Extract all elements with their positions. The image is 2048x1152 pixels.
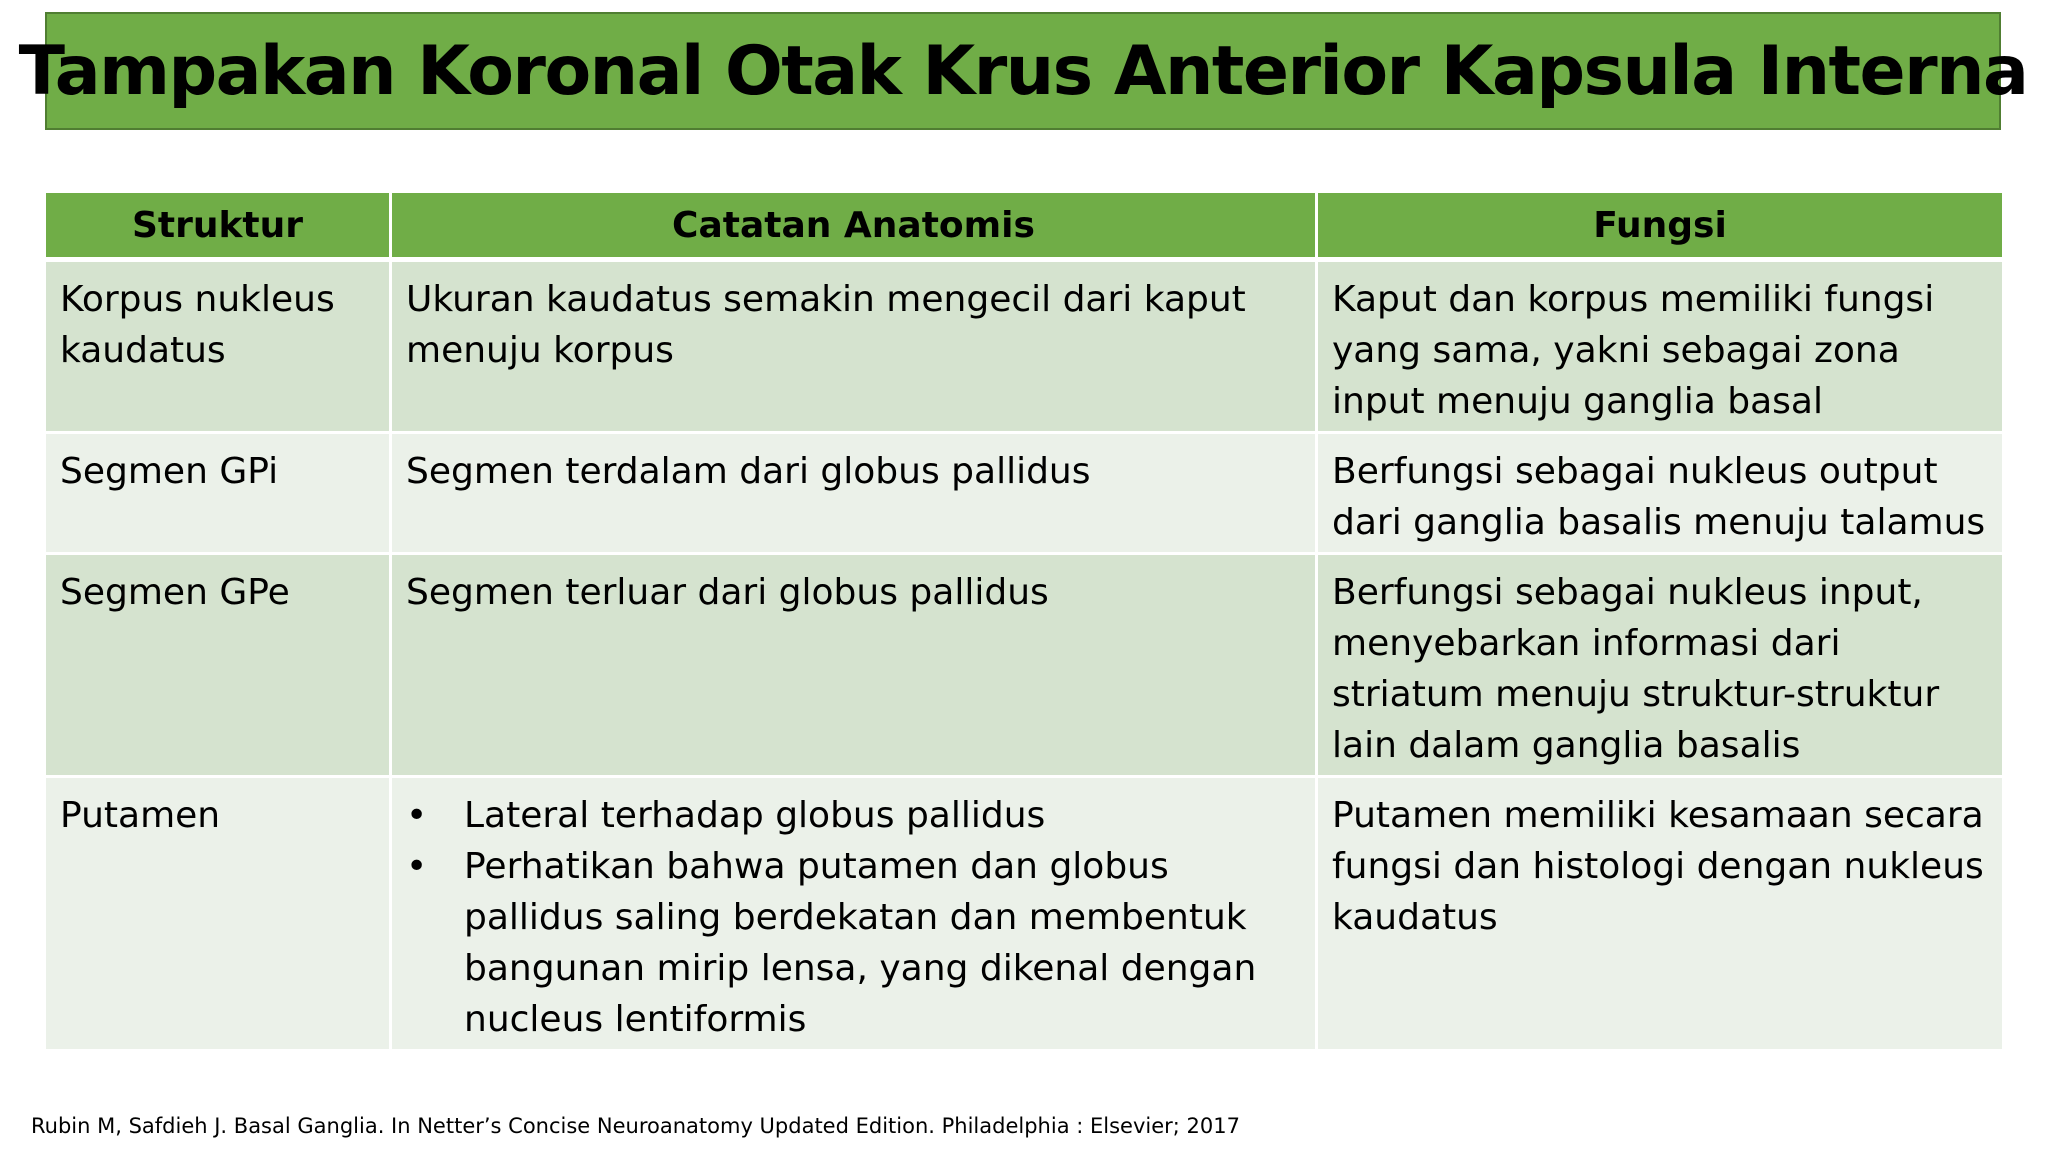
slide-title: Tampakan Koronal Otak Krus Anterior Kapsula Interna — [18, 31, 2028, 111]
bullet-icon: • — [406, 795, 428, 836]
table-row — [46, 778, 2002, 1052]
header-fungsi: Fungsi — [1318, 193, 2002, 262]
cell-struktur: Segmen GPi — [46, 434, 392, 555]
cell-fungsi: Putamen memiliki kesamaan secara fungsi dan histologi dengan nukleus kaudatus — [1318, 778, 2002, 1052]
bullet-text: Lateral terhadap globus pallidus — [464, 795, 1046, 836]
anatomy-table — [46, 193, 2002, 1052]
table-row — [46, 434, 2002, 555]
title-banner — [18, 12, 2028, 130]
cell-catatan: Segmen terluar dari globus pallidus — [392, 555, 1318, 778]
table-row — [46, 262, 2002, 434]
header-catatan-anatomis: Catatan Anatomis — [392, 193, 1318, 262]
cell-catatan: Segmen terdalam dari globus pallidus — [392, 434, 1318, 555]
table-row — [46, 555, 2002, 778]
bullet-text: Perhatikan bahwa putamen dan globus pallidus saling berdekatan dan membentuk bangunan mirip lensa, yang dikenal dengan nucleus lentiformis — [464, 846, 1257, 1040]
header-struktur: Struktur — [46, 193, 392, 262]
table-header-row — [46, 193, 2002, 262]
citation: Rubin M, Safdieh J. Basal Ganglia. In Netter’s Concise Neuroanatomy Updated Edition. Philadelphia : Elsevier; 2017 — [31, 1114, 1240, 1138]
cell-catatan: Ukuran kaudatus semakin mengecil dari kaput menuju korpus — [392, 262, 1318, 434]
bullet-item — [406, 841, 1301, 1045]
bullet-item — [406, 790, 1301, 841]
cell-fungsi: Kaput dan korpus memiliki fungsi yang sama, yakni sebagai zona input menuju ganglia basal — [1318, 262, 2002, 434]
bullet-icon: • — [406, 846, 428, 887]
bullet-list — [406, 790, 1301, 1045]
cell-struktur: Korpus nukleus kaudatus — [46, 262, 392, 434]
cell-struktur: Putamen — [46, 778, 392, 1052]
cell-fungsi: Berfungsi sebagai nukleus output dari ganglia basalis menuju talamus — [1318, 434, 2002, 555]
cell-struktur: Segmen GPe — [46, 555, 392, 778]
cell-fungsi: Berfungsi sebagai nukleus input, menyebarkan informasi dari striatum menuju struktur-struktur lain dalam ganglia basalis — [1318, 555, 2002, 778]
cell-catatan — [392, 778, 1318, 1052]
